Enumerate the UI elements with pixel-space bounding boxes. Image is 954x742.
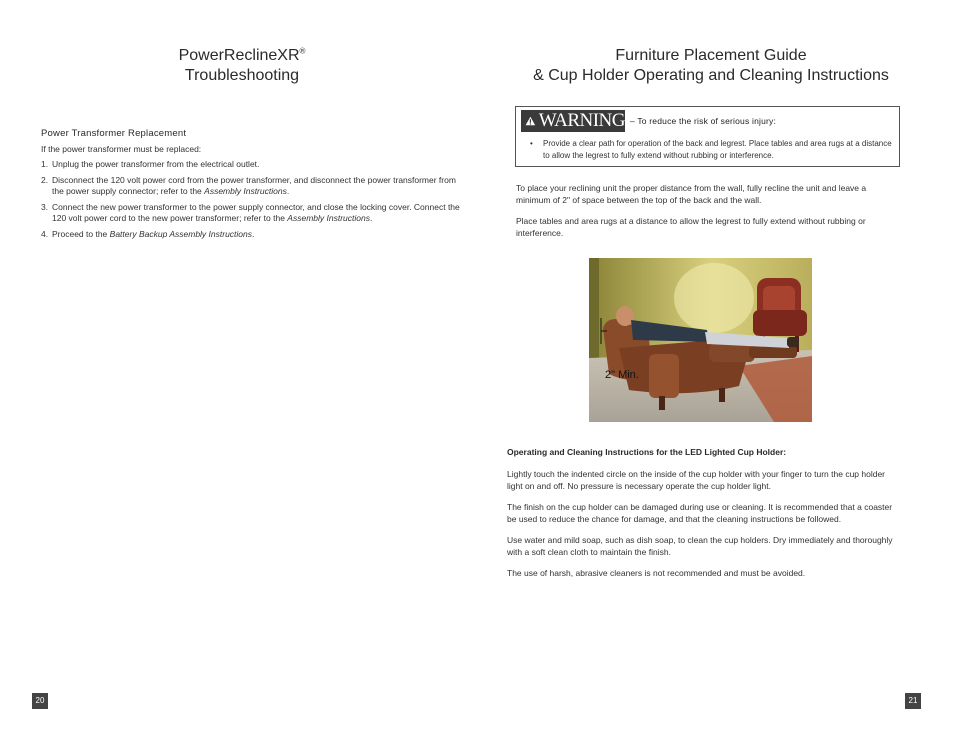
warning-bullet-text: Provide a clear path for operation of the back and legrest. Place tables and area rugs at a distance to allow the legrest to fully extend without rubbing or interference. <box>543 139 892 160</box>
section-intro: If the power transformer must be replaced: <box>41 143 202 154</box>
step-reference: Assembly Instructions <box>204 186 287 196</box>
right-page-title <box>505 46 917 86</box>
step-end: . <box>252 228 255 239</box>
page-number-left: 20 <box>32 693 48 709</box>
step-number: 1. <box>41 159 49 169</box>
step-item <box>41 229 461 241</box>
title-placement-guide: Furniture Placement Guide <box>615 47 807 64</box>
warning-badge <box>521 110 625 132</box>
placement-paragraph: To place your reclining unit the proper distance from the wall, fully recline the unit and leave a minimum of 2" of space between the top of the back and the wall. <box>516 183 867 205</box>
page-number-right: 21 <box>905 693 921 709</box>
step-end: . <box>369 213 373 223</box>
step-item <box>41 175 461 198</box>
cup-holder-paragraph: Lightly touch the indented circle on the inside of the cup holder with your finger to turn the cup holder light on and off. No pressure is necessary operate the cup holder light. <box>507 469 886 491</box>
section-heading: Power Transformer Replacement <box>41 128 187 139</box>
photo-min-label: 2" Min. <box>605 369 639 381</box>
recliner-placement-photo <box>589 258 812 422</box>
step-reference: Assembly Instructions <box>287 213 370 223</box>
cup-holder-paragraph: The use of harsh, abrasive cleaners is not recommended and must be avoided. <box>507 568 806 578</box>
placement-paragraph: Place tables and area rugs at a distance to allow the legrest to fully extend without rubbing or interference. <box>516 216 866 238</box>
step-number: 2. <box>41 174 49 185</box>
step-number: 4. <box>41 228 49 239</box>
recliner-photo-illustration <box>589 258 812 422</box>
step-reference: Battery Backup Assembly Instructions <box>109 228 253 239</box>
title-product-name: PowerReclineXR <box>178 47 300 64</box>
bullet-dot: • <box>530 139 533 148</box>
placement-instructions <box>516 182 896 248</box>
step-text: Disconnect the 120 volt power cord from the power transformer, and disconnect the power transformer from the power supply connector; refer to the <box>52 174 456 196</box>
warning-box <box>515 106 900 167</box>
step-number: 3. <box>41 201 49 212</box>
step-text: Unplug the power transformer from the electrical outlet. <box>52 159 260 169</box>
step-end: . <box>286 186 290 196</box>
warning-caption: – To reduce the risk of serious injury: <box>630 116 777 126</box>
power-transformer-section <box>41 128 461 244</box>
cup-holder-paragraph: The finish on the cup holder can be damaged during use or cleaning. It is recommended that a coaster be used to reduce the chance for damage, and that the cleaning instructions be followed. <box>507 502 893 524</box>
step-text: Connect the new power transformer to the power supply connector, and close the locking cover. Connect the 120 volt power cord to the new power transformer; refer to the <box>52 201 460 223</box>
title-cup-holder: & Cup Holder Operating and Cleaning Instructions <box>533 67 889 84</box>
step-item <box>41 159 461 171</box>
step-text: Proceed to the <box>52 228 110 239</box>
cup-holder-section <box>507 446 902 588</box>
warning-label: WARNING <box>538 110 625 131</box>
warning-bullet <box>530 138 898 161</box>
warning-triangle-icon <box>525 113 536 129</box>
cup-holder-paragraph: Use water and mild soap, such as dish soap, to clean the cup holders. Dry immediately and thoroughly with a soft clean cloth to maintain the finish. <box>507 535 893 557</box>
registered-mark: ® <box>299 46 306 56</box>
step-item <box>41 202 461 225</box>
title-troubleshooting: Troubleshooting <box>184 67 300 84</box>
cup-holder-heading: Operating and Cleaning Instructions for the LED Lighted Cup Holder: <box>507 447 787 457</box>
left-page-title <box>132 46 352 86</box>
